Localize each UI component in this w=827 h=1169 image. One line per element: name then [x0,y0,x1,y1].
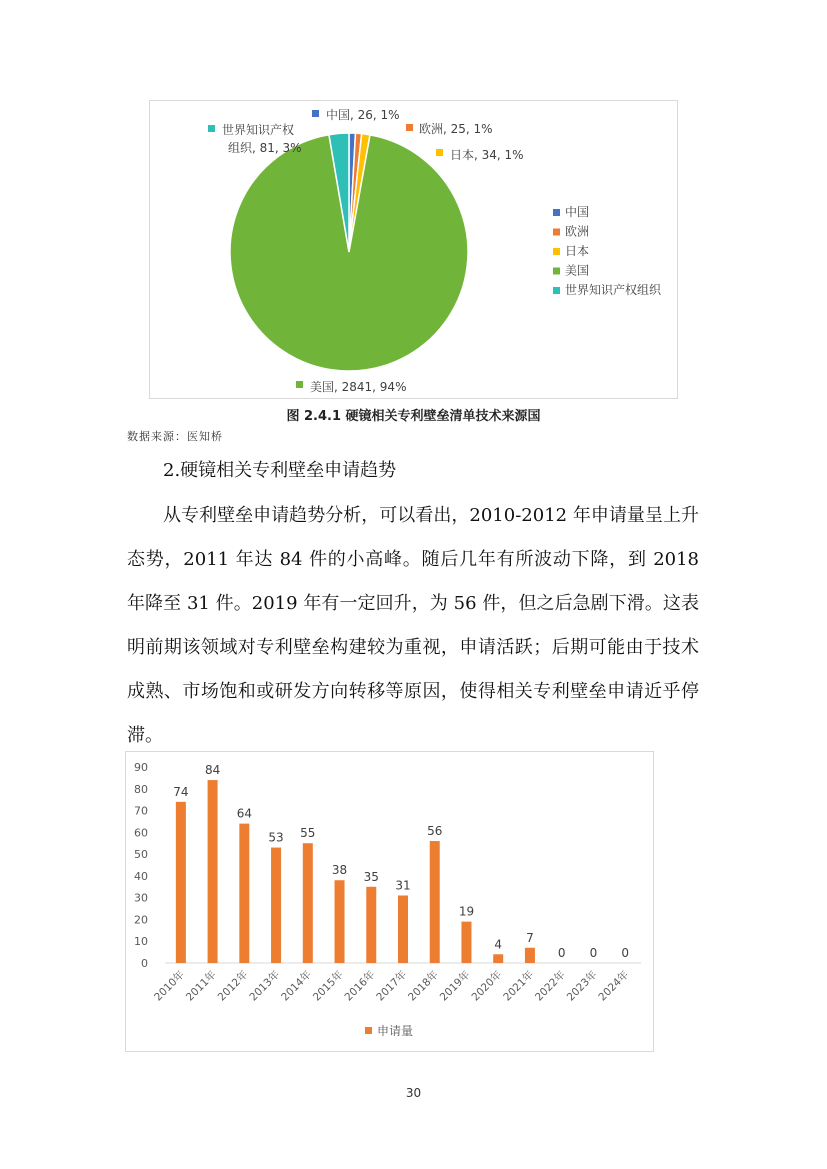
y-tick-label: 90 [134,761,148,774]
x-tick-label: 2014年 [279,968,314,1004]
bar [493,954,503,963]
pie-label-china-marker [312,110,319,117]
legend-item-europe: 欧洲 [565,224,590,239]
pie-label-japan: 日本, 34, 1% [450,148,524,162]
bar [525,948,535,963]
bar-legend-label: 申请量 [377,1024,414,1038]
legend-item-china: 中国 [565,205,590,219]
bar-value-label: 55 [300,826,316,841]
y-tick-label: 80 [134,782,148,796]
pie-label-wipo-line1: 世界知识产权 [222,123,295,137]
legend-item-usa-swatch [553,268,560,275]
bar [366,887,376,963]
bar [176,802,186,963]
bar [303,843,313,963]
x-tick-label: 2018年 [406,968,441,1004]
section-heading: 2.硬镜相关专利壁垒申请趋势 [163,460,397,481]
pie-label-europe: 欧洲, 25, 1% [419,122,493,136]
x-tick-label: 2010年 [152,968,187,1004]
bar [271,848,281,963]
legend-item-china-swatch [553,209,560,216]
bar-value-label: 4 [494,937,503,952]
y-tick-label: 50 [134,848,148,862]
bar-value-label: 64 [236,806,252,821]
pie-label-usa: 美国, 2841, 94% [310,380,407,394]
x-tick-label: 2021年 [501,968,537,1004]
bar-value-label: 38 [331,863,348,878]
bar-value-label: 7 [526,930,534,945]
legend-item-wipo: 世界知识产权组织 [565,283,662,297]
y-tick-label: 20 [134,913,148,927]
pie-label-wipo-line2: 组织, 81, 3% [228,141,302,155]
legend-item-europe-swatch [553,229,560,236]
bar [398,895,408,963]
bar [335,880,345,963]
bar-value-label: 0 [621,946,629,960]
bar-value-label: 84 [204,763,221,778]
y-tick-label: 10 [134,935,148,949]
pie-label-usa-marker [296,381,303,388]
x-tick-label: 2019年 [437,968,473,1004]
source-note: 数据来源：医知桥 [127,430,223,443]
bar-chart-frame [125,751,654,1052]
x-tick-label: 2020年 [469,968,505,1004]
bar-legend-swatch [365,1027,372,1034]
x-tick-label: 2017年 [374,968,410,1004]
pie-label-europe-marker [406,124,413,131]
legend-item-wipo-swatch [553,287,560,294]
x-tick-label: 2022年 [532,968,568,1004]
x-tick-label: 2023年 [564,968,600,1004]
y-tick-label: 40 [134,869,148,883]
pie-label-japan-marker [436,149,443,156]
bar-value-label: 74 [173,784,189,799]
legend-item-japan: 日本 [565,244,590,258]
bar-value-label: 56 [427,824,443,839]
x-tick-label: 2024年 [596,968,632,1004]
pie-label-china: 中国, 26, 1% [326,108,400,122]
bar [239,824,249,963]
bar-value-label: 0 [589,946,598,960]
bar-value-label: 19 [458,904,475,919]
bar-chart [126,752,655,1053]
y-tick-label: 60 [134,826,148,840]
bar [430,841,440,963]
x-tick-label: 2015年 [310,968,346,1004]
bar-value-label: 0 [557,946,566,960]
y-tick-label: 30 [134,891,148,905]
pie-chart [150,101,679,400]
figure-caption: 图 2.4.1 硬镜相关专利壁垒清单技术来源国 [286,409,541,424]
bar-value-label: 53 [268,830,284,845]
body-paragraph: 从专利壁垒申请趋势分析，可以看出，2010-2012 年申请量呈上升态势，2011 年达 84 件的小高峰。随后几年有所波动下降，到 2018 年降至 31 件。2019 年有一定回升，为 56 件，但之后急剧下滑。这表明前期该领域对专利壁垒构建较为重视，申请活跃；后期可能由于技术成熟、市场饱和或研发方向转移等原因，使得相关专利壁垒申请近乎停滞。 [127,505,699,746]
page-number: 30 [405,1086,422,1100]
x-tick-label: 2013年 [247,968,283,1004]
pie-label-wipo-marker [208,125,215,132]
x-tick-label: 2011年 [183,968,219,1004]
x-tick-label: 2012年 [215,968,251,1004]
y-tick-label: 70 [134,804,148,818]
bar-value-label: 35 [363,869,379,884]
bar-value-label: 31 [395,878,411,893]
legend-item-usa: 美国 [565,263,590,278]
bar [461,922,471,963]
bar [208,780,218,963]
y-tick-label: 0 [141,957,148,970]
x-tick-label: 2016年 [342,968,378,1004]
pie-chart-frame [149,100,678,399]
legend-item-japan-swatch [553,248,560,255]
